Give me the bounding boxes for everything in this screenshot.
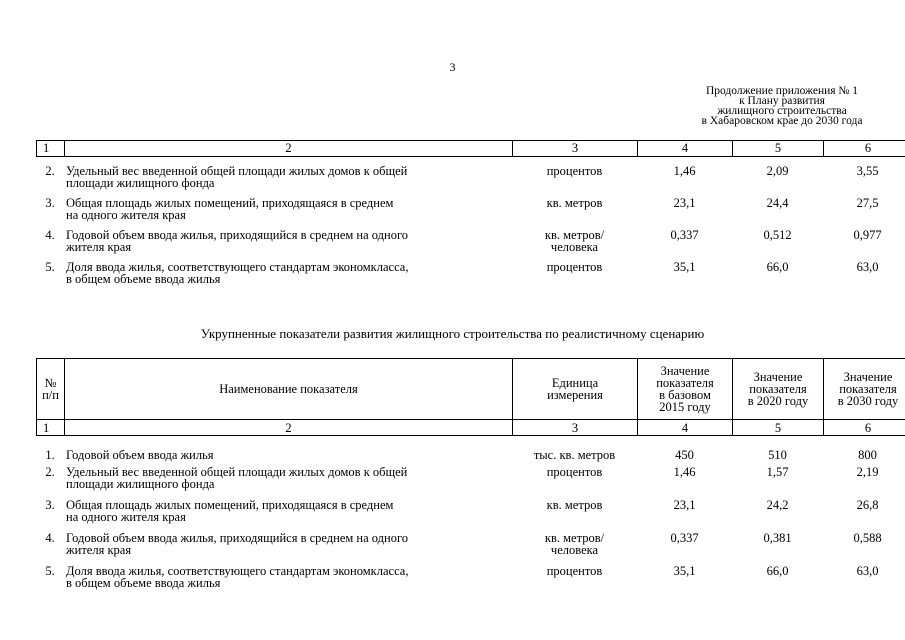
col-number: 4 <box>638 141 733 157</box>
col-number: 4 <box>638 420 733 436</box>
table-row <box>36 449 905 466</box>
value-2030: 63,0 <box>856 260 879 274</box>
indicator-name: Удельный вес введенной общей площади жилых домов к общей площади жилищного фонда <box>66 465 408 491</box>
row-number: 3. <box>45 498 55 512</box>
table-row <box>36 466 905 499</box>
col-number: 2 <box>65 141 513 157</box>
table-row <box>36 165 905 197</box>
value-base: 35,1 <box>673 564 696 578</box>
value-base: 450 <box>675 448 694 462</box>
table-row <box>36 532 905 565</box>
unit: процентов <box>546 465 603 479</box>
col-number: 6 <box>824 420 905 436</box>
indicator-name: Годовой объем ввода жилья, приходящийся в среднем на одного жителя края <box>66 228 409 254</box>
col-number: 3 <box>513 420 638 436</box>
unit: тыс. кв. метров <box>533 448 616 462</box>
value-2030: 800 <box>858 448 877 462</box>
header-2020-value: Значение показателя в 2020 году <box>733 359 824 420</box>
table2-header <box>36 358 905 436</box>
value-base: 35,1 <box>673 260 696 274</box>
row-number: 1. <box>45 448 55 462</box>
unit: процентов <box>546 564 603 578</box>
value-base: 1,46 <box>673 465 696 479</box>
col-number: 3 <box>513 141 638 157</box>
table-row <box>36 197 905 229</box>
table1-column-numbers <box>36 140 905 157</box>
unit: процентов <box>546 164 603 178</box>
value-2030: 0,977 <box>853 228 882 242</box>
indicator-name: Годовой объем ввода жилья, приходящийся в среднем на одного жителя края <box>66 531 409 557</box>
row-number: 2. <box>45 164 55 178</box>
value-2020: 510 <box>768 448 787 462</box>
value-2030: 2,19 <box>856 465 879 479</box>
unit: процентов <box>546 260 603 274</box>
indicator-name: Годовой объем ввода жилья <box>66 448 214 462</box>
indicator-name: Общая площадь жилых помещений, приходящаяся в среднем на одного жителя края <box>66 196 394 222</box>
value-base: 0,337 <box>670 228 699 242</box>
col-number: 1 <box>37 141 65 157</box>
col-number: 5 <box>733 420 824 436</box>
indicator-name: Доля ввода жилья, соответствующего стандартам экономкласса, в общем объеме ввода жилья <box>66 260 409 286</box>
row-number: 5. <box>45 260 55 274</box>
table-row <box>36 261 905 293</box>
value-2030: 26,8 <box>856 498 879 512</box>
row-number: 4. <box>45 228 55 242</box>
table2-body <box>36 449 905 597</box>
table-row <box>36 229 905 261</box>
col-number: 6 <box>824 141 905 157</box>
col-number: 2 <box>65 420 513 436</box>
indicator-name: Удельный вес введенной общей площади жилых домов к общей площади жилищного фонда <box>66 164 408 190</box>
value-2020: 0,381 <box>763 531 792 545</box>
indicator-name: Доля ввода жилья, соответствующего стандартам экономкласса, в общем объеме ввода жилья <box>66 564 409 590</box>
continuation-line-1: Продолжение приложения № 1 <box>705 85 859 97</box>
header-number: № п/п <box>37 359 65 420</box>
continuation-line-3: жилищного строительства <box>717 105 847 117</box>
unit: кв. метров <box>546 498 603 512</box>
value-base: 0,337 <box>670 531 699 545</box>
table2-title: Укрупненные показатели развития жилищного строительства по реалистичному сценарию <box>200 326 705 341</box>
value-2030: 0,588 <box>853 531 882 545</box>
col-number: 5 <box>733 141 824 157</box>
value-2020: 66,0 <box>766 564 789 578</box>
value-2020: 0,512 <box>763 228 792 242</box>
header-unit: Единица измерения <box>513 359 638 420</box>
unit: кв. метров/ человека <box>544 531 605 557</box>
value-2020: 24,4 <box>766 196 789 210</box>
value-2030: 63,0 <box>856 564 879 578</box>
value-base: 23,1 <box>673 196 696 210</box>
continuation-note <box>672 86 892 126</box>
value-2030: 27,5 <box>856 196 879 210</box>
table1-body <box>36 165 905 293</box>
unit: кв. метров/ человека <box>544 228 605 254</box>
value-base: 23,1 <box>673 498 696 512</box>
row-number: 5. <box>45 564 55 578</box>
row-number: 2. <box>45 465 55 479</box>
indicator-name: Общая площадь жилых помещений, приходящаяся в среднем на одного жителя края <box>66 498 394 524</box>
value-2020: 66,0 <box>766 260 789 274</box>
page-number: 3 <box>449 60 456 74</box>
value-2020: 2,09 <box>766 164 789 178</box>
unit: кв. метров <box>546 196 603 210</box>
header-2030-value: Значение показателя в 2030 году <box>824 359 905 420</box>
header-base-value: Значение показателя в базовом 2015 году <box>638 359 733 420</box>
continuation-line-2: к Плану развития <box>739 95 825 107</box>
value-base: 1,46 <box>673 164 696 178</box>
table-row <box>36 499 905 532</box>
row-number: 4. <box>45 531 55 545</box>
col-number: 1 <box>37 420 65 436</box>
continuation-line-4: в Хабаровском крае до 2030 года <box>701 115 863 127</box>
table-row <box>36 565 905 597</box>
value-2020: 1,57 <box>766 465 789 479</box>
value-2020: 24,2 <box>766 498 789 512</box>
header-name: Наименование показателя <box>65 359 513 420</box>
row-number: 3. <box>45 196 55 210</box>
value-2030: 3,55 <box>856 164 879 178</box>
